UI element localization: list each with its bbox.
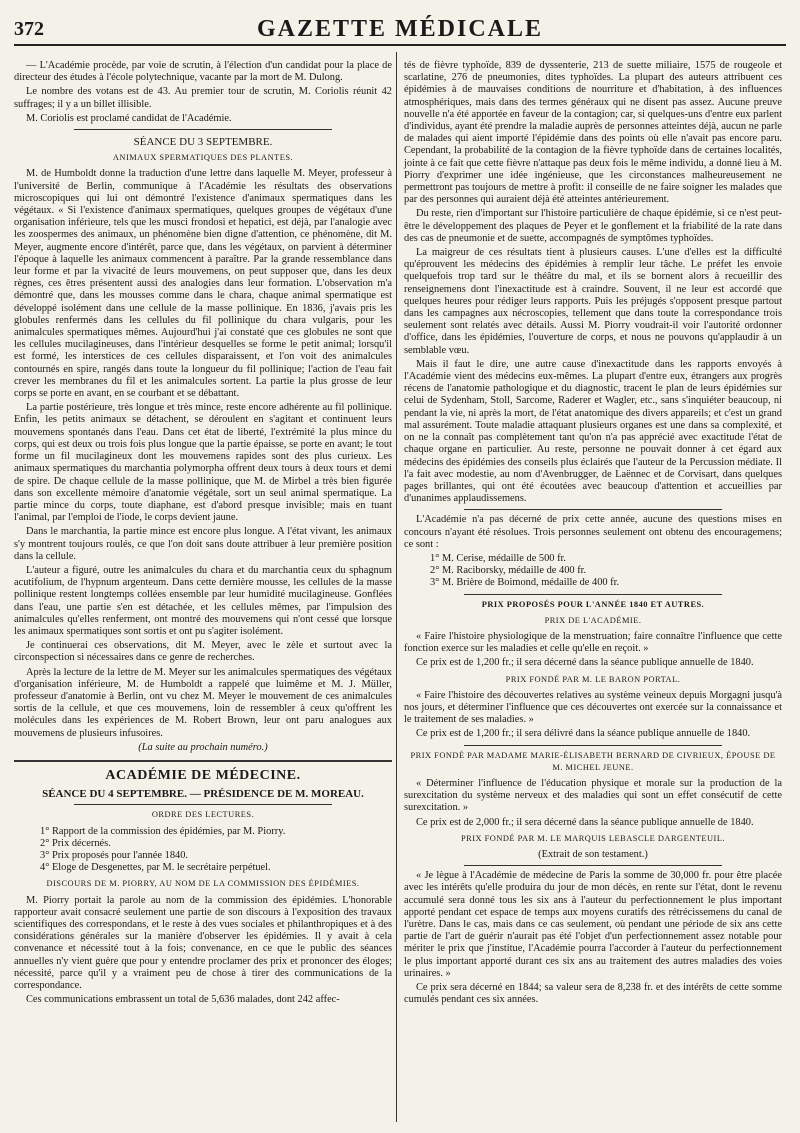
seance-heading: SÉANCE DU 4 SEPTEMBRE. — PRÉSIDENCE DE M. MOREAU. <box>42 788 364 801</box>
list-item: 3° Prix proposés pour l'année 1840. <box>40 849 189 861</box>
section-heading: ORDRE DES LECTURES. <box>151 810 255 820</box>
paragraph: Mais il faut le dire, une autre cause d'inexactitude dans les rapports envoyés à l'Académie vient des médecins eux-mêmes. La plupart d'entre eux, étrangers aux progrès récens de l'anatomie pathologique et du diagnostic, tracent le plan de leurs épidémies sur celui de Sydenham, Stoll, Sarcome, Raderer et Wagler, etc., sans s'inquiéter beaucoup, ni pendant la vie, ni après la mort, de l'état anatomique des divers appareils; et c'est un grand mal assurément. Toute maladie attaquant plusieurs organes est une dans sa complexité, et on ne la connaît pas complètement tant qu'on n'a pas apprécié avec exactitude l'état de chaque organe en particulier. Au reste, personne ne pouvait donner à cet égard aux médecins des épidémies des conseils plus éclairés que l'auteur de la Percussion médiate. Il l'a fait avec modestie, au nom d'Avenbrugger, de Laënnec et de Corvisart, dans quelques pages brillantes, qui ont été écoutées avec beaucoup d'attention et accueillies par d'unanimes applaudissemens. <box>404 358 782 505</box>
medal-list <box>430 553 782 590</box>
paragraph: Je continuerai ces observations, dit M. Meyer, avec le zèle et surtout avec la circonspection si nécessaires dans ce genre de recherches. <box>14 640 392 664</box>
paragraph: « Déterminer l'influence de l'éducation physique et morale sur la production de la surexcitation du système nerveux et des maladies qui sont un effet consécutif de cette surexcitation. » <box>404 777 782 814</box>
divider <box>74 129 332 130</box>
paragraph: Ce prix est de 1,200 fr.; il sera décerné dans la séance publique annuelle de 1840. <box>416 657 754 669</box>
section-heading: PRIX PROPOSÉS POUR L'ANNÉE 1840 ET AUTRES. <box>481 599 705 609</box>
list-item: 1° Rapport de la commission des épidémies, par M. Piorry. <box>40 825 286 837</box>
section-title: ACADÉMIE DE MÉDECINE. <box>105 767 301 783</box>
list-item: 4° Eloge de Desgenettes, par M. le secrétaire perpétuel. <box>40 862 271 874</box>
subheading: (Extrait de son testament.) <box>538 848 648 860</box>
paragraph: Après la lecture de la lettre de M. Meyer sur les animalcules spermatiques des végétaux d'organisation inférieure, M. de Humboldt a rappelé que luimême et M. J. Müller, professeur d'anatomie à Berlin, ont vu chez M. Meyer le mouvement de ces animalcules sortis de la cellule, et que ces mouvemens, loin de ressembler à ceux qu'offrent les molécules dans les expériences de M. Robert Brown, leur ont paru analogues aux mouvemens de plusieurs infusoires. <box>14 666 392 739</box>
paragraph: « Faire l'histoire des découvertes relatives au système veineux depuis Morgagni jusqu'à nos jours, et déterminer l'influence que ces découvertes ont exercée sur la connaissance et le traitement de ses maladies. » <box>404 689 782 726</box>
journal-title: GAZETTE MÉDICALE <box>256 16 544 42</box>
section-heading: PRIX FONDÉ PAR MADAME MARIE-ÉLISABETH BERNARD DE CIVRIEUX, ÉPOUSE DE M. MICHEL JEUNE. <box>410 750 776 772</box>
column-divider <box>396 52 397 1122</box>
divider <box>464 865 722 866</box>
paragraph: L'auteur a figuré, outre les animalcules du chara et du marchantia ceux du sphagnum acutifolium, de l'hypnum argenteum. Dans cette dernière mousse, les cellules de la masse pollinique restent longtemps collées ensemble par leur humidité mucilagineuse. Gonflées dans l'eau, une partie s'en est détachée, et les cellules mêmes, par l'impulsion des animalcules qu'elles renferment, ont montré des mouvemens qui n'ont cessé que lorsque les animaux spermatiques sont sortis et ont pu s'agiter isolément. <box>14 564 392 637</box>
page-number: 372 <box>14 18 44 40</box>
paragraph: tés de fièvre typhoïde, 839 de dyssenterie, 213 de suette miliaire, 1575 de rougeole et scarlatine, 276 de pneumonies, dites typhoïdes. La plupart des auteurs attribuent ces épidémies à de mauvaises conditions de nourriture et d'habitation, à des influences atmosphériques, mais dans des termes généraux qui ne disent pas assez. Aucune preuve nouvelle n'a été apportée en faveur de la contagion; car, si quelques-uns d'entre eux parlent d'individus, ayant été prendre la maladie auprès de personnes atteintes déjà, aucun ne parle de malades qui aient importé l'épidémie dans des points où elle n'avait pas encore paru. Cependant, la probabilité de la contagion de la fièvre typhoïde dans de certaines localités, jointe à ce fait que cette fièvre n'attaque pas deux fois le même individu, a donné lieu à M. Piorry d'exprimer une idée ingénieuse, que les circonstances malheureusement ne permettront pas toujours de mettre à profit: il conseille de ne faire soigner les malades que par des personnes qui auraient déjà été atteintes antérieurement. <box>404 60 782 206</box>
section-heading: DISCOURS DE M. PIORRY, AU NOM DE LA COMMISSION DES ÉPIDÉMIES. <box>46 879 360 889</box>
section-heading: PRIX DE L'ACADÉMIE. <box>544 615 642 625</box>
lecture-list <box>40 826 392 875</box>
paragraph: La partie postérieure, très longue et très mince, reste encore adhérente au fil pollinique. Enfin, les petits animaux se détachent, se déroulent en s'agitant et continuent leurs mouvemens spontanés dans l'eau. Dans cet état de liberté, l'extrémité la plus mince du corps, qui est deux ou trois fois plus longue que la partie épaisse, se porte en avant; le tout forme un fil mucilagineux dont les mouvemens rapides sont des plus curieux. Les animaux spermatiques du marchantia polymorpha offrent deux tours à deux tours et demi de spire. De chaque cellule de la masse pollinique, que M. de Mirbel a très bien figurée dans son excellente mémoire d'anatomie végétale, sort un seul animal spermatique. La partie mince du corps, toute diaphane, est d'abord presque invisible; mais en tuant l'animal, par l'emploi de l'iode, le corps devient jaune. <box>14 402 392 524</box>
page-header <box>14 14 786 46</box>
section-heading: PRIX FONDÉ PAR M. LE MARQUIS LEBASCLE DARGENTEUIL. <box>460 833 726 843</box>
paragraph: M. de Humboldt donne la traduction d'une lettre dans laquelle M. Meyer, professeur à l'université de Berlin, communique à l'Académie les résultats des observations microscopiques qui lui ont démontré l'existence d'animaux spermatiques dans les végétaux. « Si l'existence d'animaux spermatiques, quelques groupes de végétaux d'une organisation inférieure, tels que les musci frondosi et hepatici, est déjà, par l'analogie avec les zoospermes des animaux, un phénomène bien digne d'attention, ce phénomène, dit M. Meyer, augmente encore d'intérêt, parce que, dans les végétaux, on parvient à déterminer l'époque à laquelle les animaux commencent à paraître. Par la grande ressemblance dans leur forme et par la vivacité de leurs mouvemens, on peut supposer que, dans les deux règnes, ces êtres présentent aussi des analogies dans leur formation. L'observation m'a démontré que, dans les mousses comme dans le chara, chaque animal spermatique est développé isolément dans une cellule de la masse pollinique. En 1836, j'avais pris les globules renfermés dans les cellules du fil pollinique du chara vulgaris, pour les animalcules spermatiques mêmes. Aujourd'hui j'ai constaté que ces globules ne sont que les cellules mucilagineuses, dans l'intérieur desquelles se forme le petit animal; lorsqu'il est formé, les interstices de ces cellules disparaissent, et l'on voit des animalcules contournés en spire, rangés dans toute la longueur du fil pollinique; l'action de l'eau fait crever les membranes du fil et les animalcules sortent. La partie la plus grosse de leur corps se porte en avant, en se courbant et se débattant. <box>14 168 392 400</box>
list-item: 1° M. Cerise, médaille de 500 fr. <box>430 552 567 564</box>
paragraph: Ce prix sera décerné en 1844; sa valeur sera de 8,238 fr. et des intérêts de cette somme cumulés pendant ces six années. <box>404 982 782 1006</box>
right-column <box>404 60 782 1008</box>
divider <box>464 594 722 595</box>
paragraph: — L'Académie procède, par voie de scrutin, à l'élection d'un candidat pour la place de directeur des études à l'école polytechnique, vacante par la mort de M. Dulong. <box>14 60 392 84</box>
left-column <box>14 60 392 1008</box>
paragraph: Dans le marchantia, la partie mince est encore plus longue. A l'état vivant, les animaux s'y montrent toujours roulés, ce que l'on doit sans doute attribuer à leur première position dans la cellule. <box>14 526 392 562</box>
paragraph: Le nombre des votans est de 43. Au premier tour de scrutin, M. Coriolis réunit 42 suffrages; il y a un billet illisible. <box>14 86 392 110</box>
divider <box>14 760 392 762</box>
seance-heading: SÉANCE DU 3 SEPTEMBRE. <box>133 136 273 149</box>
paragraph: Ce prix est de 1,200 fr.; il sera délivré dans la séance publique annuelle de 1840. <box>416 728 751 740</box>
paragraph: « Je lègue à l'Académie de médecine de Paris la somme de 30,000 fr. pour être placée avec les intérêts qu'elle produira du jour de mon décès, en rente sur l'état, dont le revenu accumulé sera donné tous les six ans à l'auteur du perfectionnement le plus important apporté pendant cet espace de temps aux moyens curatifs des rétrécissemens du canal de l'urètre. Dans le cas, mais dans ce cas seulement, où pendant une période de six ans cette partie de l'art de guérir n'aurait pas été l'objet d'un perfectionnement assez notable pour mériter le prix que j'institue, l'Académie pourra l'accorder à l'auteur du perfectionnement le plus important apporté durant ces six ans au traitement des autres maladies des voies urinaires. » <box>404 870 782 979</box>
paragraph: Ces communications embrassent un total de 5,636 malades, dont 242 affec- <box>26 994 340 1006</box>
paragraph: M. Coriolis est proclamé candidat de l'Académie. <box>26 112 232 124</box>
continuation-note: (La suite au prochain numéro.) <box>138 741 268 753</box>
paragraph: L'Académie n'a pas décerné de prix cette année, aucune des questions mises en concours n'ayant été résolues. Trois personnes seulement ont obtenu des encouragemens; ce sont : <box>404 514 782 550</box>
paragraph: M. Piorry portait la parole au nom de la commission des épidémies. L'honorable rapporteur avait consacré seulement une partie de son discours à l'exposition des travaux scientifiques des correspondans, et le reste à des vues sociales et philanthropiques et à des considérations générales sur la manière d'observer les épidémies. Il y avait à cela convenance et nécessité tout à la fois; convenance, en ce que le public des séances annuelles n'y vient guère que pour y entendre proclamer des prix et prononcer des éloges; nécessité, parce qu'il y a vraiment peu de chose à tirer des communications de la correspondance. <box>14 894 392 992</box>
divider <box>464 745 722 746</box>
paragraph: La maigreur de ces résultats tient à plusieurs causes. L'une d'elles est la difficulté qu'éprouvent les médecins des épidémies à remplir leur tâche. Le préfet les envoie quelquefois trop tard sur le théâtre du mal, et ils se bornent alors à recueillir des renseignemens dont l'inexactitude est à craindre. Souvent, il ne leur est accordé que quelques heures pour rédiger leurs rapports. Puis les préjugés s'opposent presque partout dans les campagnes aux nécroscopies, tellement que dans toute la correspondance trois seulement sont relatés avec détails. Aussi M. Piorry voudrait-il voir l'autorité ordonner d'office, dans les épidémies, l'ouverture de corps, et nous ne pouvons qu'applaudir à un semblable vœu. <box>404 247 782 356</box>
section-heading: PRIX FONDÉ PAR M. LE BARON PORTAL. <box>505 674 681 684</box>
paragraph: Ce prix est de 2,000 fr.; il sera décerné dans la séance publique annuelle de 1840. <box>416 816 754 828</box>
list-item: 2° Prix décernés. <box>40 837 111 849</box>
list-item: 2° M. Raciborsky, médaille de 400 fr. <box>430 565 587 577</box>
paragraph: Du reste, rien d'important sur l'histoire particulière de chaque épidémie, si ce n'est peut-être le développement des plaques de Peyer et le gonflement et la friabilité de la rate dans des cas de pneumonie et de suette, accompagnés de symptômes typhoïdes. <box>404 208 782 244</box>
divider <box>74 804 332 805</box>
section-heading: ANIMAUX SPERMATIQUES DES PLANTES. <box>112 153 294 163</box>
paragraph: « Faire l'histoire physiologique de la menstruation; faire connaître l'influence que cette fonction exerce sur les maladies et celle qu'elle en reçoit. » <box>404 630 782 655</box>
list-item: 3° M. Brière de Boimond, médaille de 400 fr. <box>430 577 620 589</box>
divider <box>464 509 722 510</box>
